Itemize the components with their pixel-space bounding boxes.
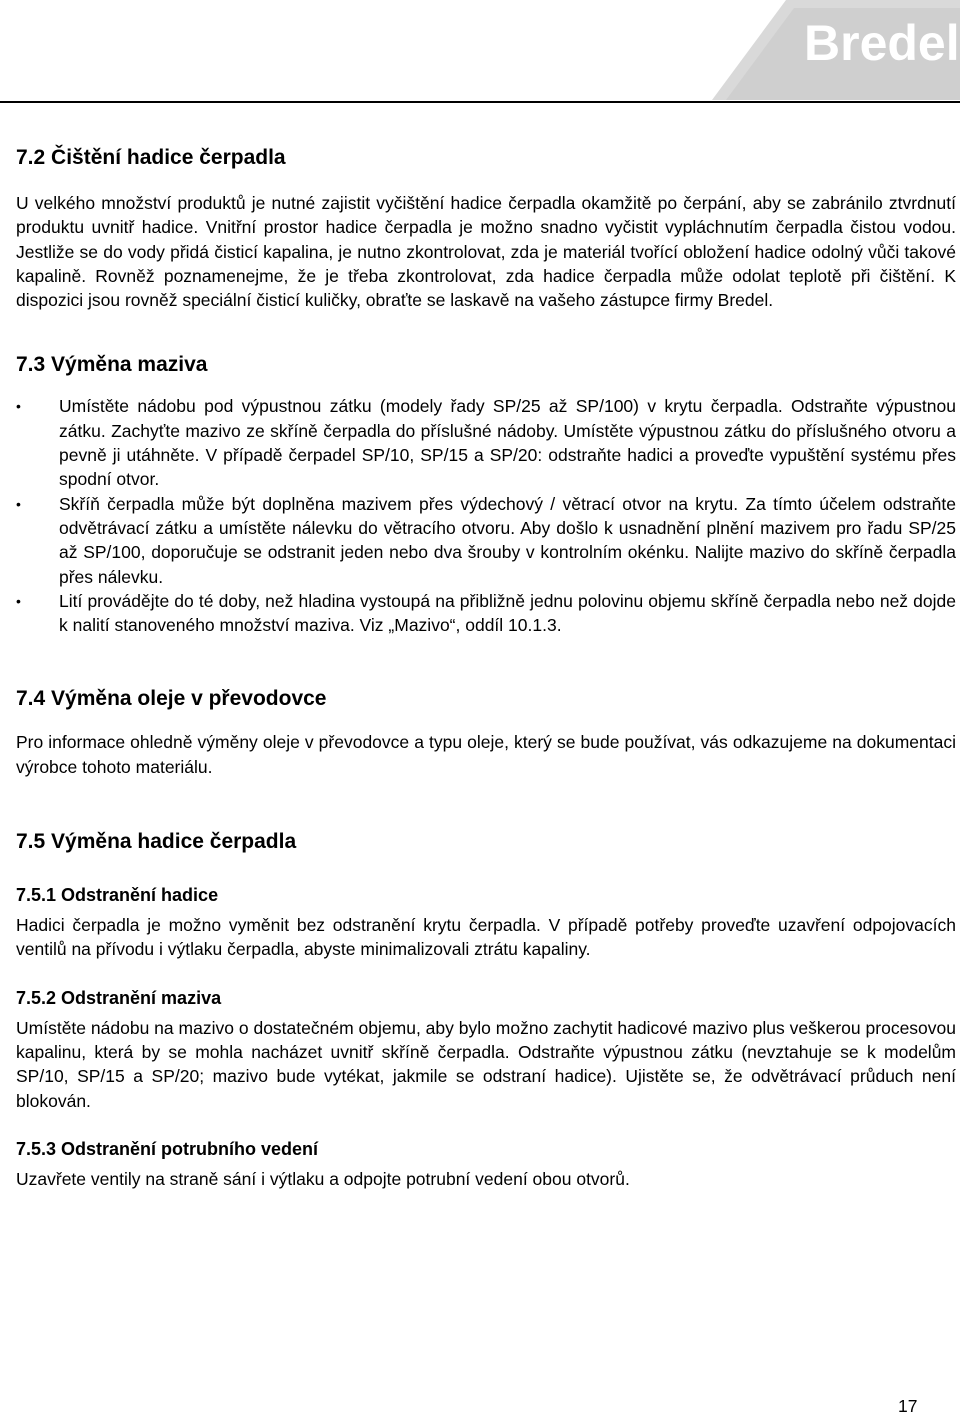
paragraph-7-5-2: Umístěte nádobu na mazivo o dostatečném objemu, aby bylo možno zachytit hadicové mazivo plus veškerou procesovou kapalinu, která by se mohla nacházet uvnitř skříně čerpadla. Odstraňte výpustnou zátku (nevztahuje se k modelům SP/10, SP/15 a SP/20; mazivo bude vytékat, jakmile se odstraní hadice). Ujistěte se, že odvětrávací průduch není blokován.	[16, 1017, 956, 1111]
bullet-list-7-3	[16, 394, 956, 637]
heading-7-3: 7.3 Výměna maziva	[16, 353, 208, 377]
heading-7-2: 7.2 Čištění hadice čerpadla	[16, 146, 286, 169]
list-item-text: Lití provádějte do té doby, než hladina vystoupá na přibližně jednu polovinu objemu skříně čerpadla nebo než dojde k nalití stanoveného množství maziva. Viz „Mazivo“, oddíl 10.1.3.	[59, 590, 956, 636]
heading-7-5-1: 7.5.1 Odstranění hadice	[16, 885, 219, 906]
list-item	[16, 492, 956, 589]
bullet-icon: •	[16, 592, 21, 609]
paragraph-7-2: U velkého množství produktů je nutné zajistit vyčištění hadice čerpadla okamžitě po čerpání, aby se zabránilo ztvrdnutí produktu uvnitř hadice. Vnitřní prostor hadice čerpadla je možno snadno vyčistit vypláchnutím čerpadla čistou vodou. Jestliže se do vody přidá čisticí kapalina, je nutno zkontrolovat, zda je materiál tvořící obložení hadice odolný vůči takové kapalině. Rovněž poznamenejme, že je třeba zkontrolovat, zda hadice čerpadla může odolat teplotě při čištění. K dispozici jsou rovněž speciální čisticí kuličky, obraťte se laskavě na vašeho zástupce firmy Bredel.	[16, 193, 956, 311]
bullet-icon: •	[16, 398, 21, 415]
list-item-text: Umístěte nádobu pod výpustnou zátku (modely řady SP/25 až SP/100) v krytu čerpadla. Odstraňte výpustnou zátku. Zachyťte mazivo ze skříně čerpadla do příslušné nádoby. Umístěte výpustnou zátku do příslušného otvoru a pevně ji utáhněte. V případě čerpadel SP/10, SP/15 a SP/20: odstraňte hadici a proveďte vypuštění systému přes spodní otvor.	[59, 396, 956, 490]
heading-7-5-3: 7.5.3 Odstranění potrubního vedení	[16, 1138, 319, 1159]
paragraph-7-4: Pro informace ohledně výměny oleje v převodovce a typu oleje, který se bude používat, vás odkazujeme na dokumentaci výrobce tohoto materiálu.	[16, 732, 956, 777]
header-rule	[0, 101, 960, 103]
document-body	[16, 145, 956, 1191]
heading-7-5: 7.5 Výměna hadice čerpadla	[16, 830, 297, 854]
bredel-logo	[676, 0, 960, 100]
paragraph-7-5-1: Hadici čerpadla je možno vyměnit bez odstranění krytu čerpadla. V případě potřeby proveďte uzavření odpojovacích ventilů na přívodu i výtlaku čerpadla, abyste minimalizovali ztrátu kapaliny.	[16, 915, 956, 960]
logo-text: Bredel	[804, 15, 960, 71]
page-number: 17	[898, 1396, 918, 1416]
list-item	[16, 394, 956, 491]
heading-7-5-2: 7.5.2 Odstranění maziva	[16, 987, 222, 1008]
bredel-logo-graphic	[676, 0, 960, 100]
heading-7-4: 7.4 Výměna oleje v převodovce	[16, 687, 327, 711]
list-item-text: Skříň čerpadla může být doplněna mazivem přes výdechový / větrací otvor na krytu. Za tímto účelem odstraňte odvětrávací zátku a umístěte nálevku do větracího otvoru. Aby došlo k usnadnění plnění mazivem pro řadu SP/25 až SP/100, doporučuje se odstranit jeden nebo dva šrouby v kontrolním okénku. Nalijte mazivo do skříně čerpadla přes nálevku.	[59, 493, 956, 587]
paragraph-7-5-3: Uzavřete ventily na straně sání i výtlaku a odpojte potrubní vedení obou otvorů.	[16, 1168, 630, 1189]
list-item	[16, 589, 956, 638]
bullet-icon: •	[16, 495, 21, 512]
